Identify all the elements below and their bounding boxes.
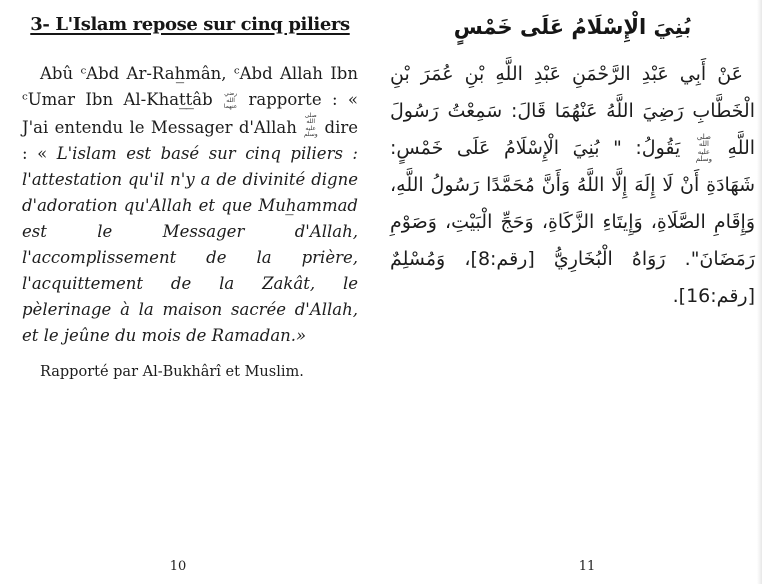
- right-page: [390, 10, 755, 315]
- left-page-title: 3- L'Islam repose sur cinq piliers: [30, 14, 350, 35]
- salla-allahu-alayhi-wa-sallam-icon: صلى الله عليه وسلم: [303, 112, 318, 138]
- arabic-matn-text: يَقُولُ: " بُنِيَ الْإِسْلَامُ عَلَى خَمْسٍ: شَهَادَةِ أَنْ لَا إِلَهَ إِلَّا اللَّهُ وَأَنَّ مُحَمَّدًا رَسُولُ اللَّهِ، وَإِقَامِ الصَّلَاةِ، وَإِيتَاءِ الزَّكَاةِ، وَحَجِّ الْبَيْتِ، وَصَوْمِ رَمَضَانَ". رَوَاهُ الْبُخَارِيُّ [رقم:8]، وَمُسْلِمٌ [رقم:16].: [390, 137, 756, 307]
- scan-edge-shadow: [757, 0, 762, 584]
- quote-lead-in-text: dire : «: [22, 117, 359, 163]
- salla-allahu-alayhi-wa-sallam-icon: صلى الله عليه وسلم: [695, 132, 712, 163]
- arabic-isnad-text: عَنْ أَبِي عَبْدِ الرَّحْمَنِ عَبْدِ اللَّهِ بْنِ عُمَرَ بْنِ الْخَطَّابِ رَضِيَ اللَّهُ عَنْهُمَا قَالَ: سَمِعْتُ رَسُولَ اللَّهِ: [390, 63, 756, 159]
- page-number-right: 11: [578, 559, 596, 574]
- left-page: [22, 12, 358, 382]
- hadith-source-line: Rapporté par Al-Bukhârî et Muslim.: [40, 363, 304, 380]
- arabic-hadith-paragraph: [390, 56, 755, 315]
- french-hadith-paragraph: [22, 61, 358, 349]
- narrator-text: Abû ᶜAbd Ar-Rah̲mân, ᶜAbd Allah Ibn ᶜUmar Ibn Al-Khat̲t̲âb: [22, 64, 358, 109]
- narration-intro-text: rapporte : « J'ai entendu le Messager d'Allah: [22, 90, 359, 137]
- right-page-title: بُنِيَ الْإِسْلَامُ عَلَى خَمْسٍ: [453, 15, 692, 39]
- radiallahu-anhuma-icon: رضي الله عنهما: [223, 90, 238, 110]
- hadith-quote-italic: L'islam est basé sur cinq piliers : l'attestation qu'il n'y a de divinité digne d'adoration qu'Allah et que Muh̲ammad est le Messager d'Allah, l'accomplissement de la prière, l'acquittement de la Zakât, le pèlerinage à la maison sacrée d'Allah, et le jeûne du mois de Ramadan.»: [22, 143, 358, 345]
- page-number-left: 10: [169, 559, 187, 574]
